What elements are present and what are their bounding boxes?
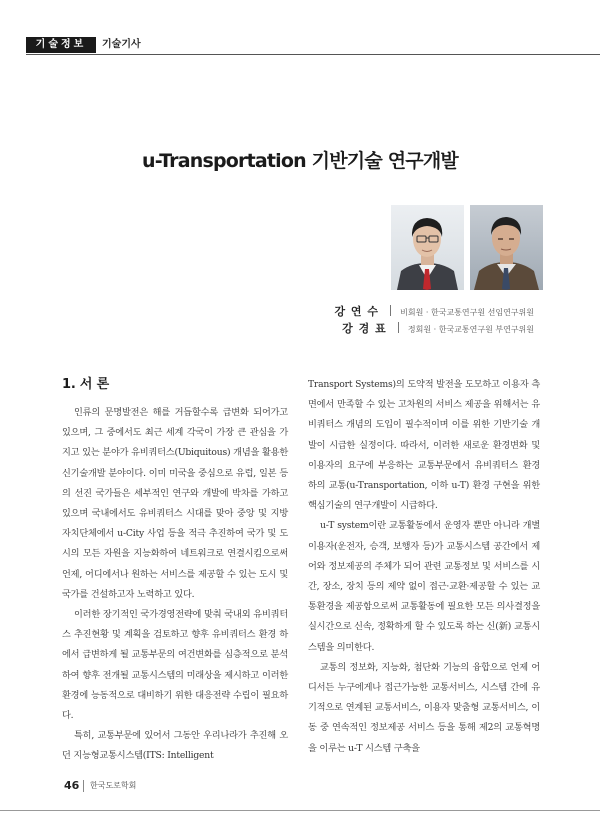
separator xyxy=(398,322,399,333)
page-number: 46 xyxy=(64,779,80,792)
separator xyxy=(390,305,391,316)
author-name: 강 경 표 xyxy=(342,322,387,335)
paragraph: u-T system이란 교통활동에서 운영자 뿐만 아니라 개별이용자(운전자, 승객, 보행자 등)가 교통시스템 공간에서 제어와 정보제공의 주체가 되어 관련 교통정보 및 서비스를 시간, 장소, 장치 등의 제약 없이 접근·교환·제공할 수 있는 교통환경을 제공함으로써 교통활동에 필요한 모든 의사결정을 실시간으로 신속, 정확하게 할 수 있도록 하는 신(新) 교통시스템을 의미한다. xyxy=(308,520,540,653)
section-heading: 1. 서 론 xyxy=(62,377,109,392)
left-column xyxy=(62,375,288,767)
author-list xyxy=(334,301,534,335)
article-title: u-Transportation 기반기술 연구개발 xyxy=(142,150,458,172)
paragraph: 이러한 장기적인 국가경영전략에 맞춰 국내외 유비쿼터스 추진현황 및 계획을 검토하고 향후 유비쿼터스 환경 하에서 급변하게 될 교통부문의 여건변화를 심층적으로 분석하여 향후 전개될 교통시스템의 미래상을 제시하고 이러한 환경에 능동적으로 대비하기 위한 대응전략 수립이 필요하다. xyxy=(62,609,288,722)
author-portrait-1 xyxy=(391,205,464,290)
page-header xyxy=(0,33,600,55)
page-footer xyxy=(0,777,600,795)
author-affiliation: 정회원 · 한국교통연구원 부연구위원 xyxy=(407,325,534,334)
header-category: 기술정보 xyxy=(26,37,96,53)
author-photo-2 xyxy=(470,205,543,290)
separator xyxy=(83,780,84,792)
right-column xyxy=(308,375,540,759)
author-row xyxy=(334,318,534,335)
author-row xyxy=(334,301,534,318)
author-photo-1 xyxy=(391,205,464,290)
paragraph: 특히, 교통부문에 있어서 그동안 우리나라가 추진해 오던 지능형교통시스템(ITS: Intelligent xyxy=(62,730,288,762)
paragraph: 교통의 정보화, 지능화, 첨단화 기능의 융합으로 언제 어디서든 누구에게나 접근가능한 교통서비스, 시스템 간에 유기적으로 연계된 교통서비스, 이용자 맞춤형 교통서비스, 이동 중 연속적인 정보제공 서비스 등을 통해 제2의 교통혁명을 이루는 u-T 시스템 구축을 xyxy=(308,661,540,754)
bottom-rule xyxy=(0,810,600,811)
header-rule xyxy=(26,54,600,55)
header-subcategory: 기술기사 xyxy=(102,39,141,50)
paragraph: Transport Systems)의 도약적 발전을 도모하고 이용자 측면에서 만족할 수 있는 고차원의 서비스 제공을 위해서는 유비쿼터스 개념의 도입이 필수적이며 이를 위한 기반기술 개발이 시급한 실정이다. 따라서, 이러한 새로운 환경변화 및 이용자의 요구에 부응하는 교통부문에서 유비쿼터스 환경 하의 교통(u-Transportation, 이하 u-T) 환경 구현을 위한 핵심기술의 연구개발이 시급하다. xyxy=(308,379,540,512)
author-affiliation: 비회원 · 한국교통연구원 선임연구위원 xyxy=(400,308,534,317)
paragraph: 인류의 문명발전은 해를 거듭할수록 급변화 되어가고 있으며, 그 중에서도 최근 세계 각국이 가장 큰 관심을 가지고 있는 분야가 유비쿼터스(Ubiquitous) 개념을 활용한 신기술개발 분야이다. 이미 미국을 중심으로 유럽, 일본 등의 선진 국가들은 세부적인 연구와 개발에 박차를 가하고 있으며 국내에서도 유비쿼터스 시대를 맞아 중앙 및 지방자치단체에서 u-City 사업 등을 적극 추진하여 국가 및 도시의 모든 자원을 지능화하여 네트워크로 연결시킴으로써 언제, 어디에서나 원하는 서비스를 제공할 수 있는 도시 및 국가를 건설하고자 노력하고 있다. xyxy=(62,407,288,600)
author-name: 강 연 수 xyxy=(334,305,379,318)
author-portrait-2 xyxy=(470,205,543,290)
society-name: 한국도로학회 xyxy=(90,781,137,790)
